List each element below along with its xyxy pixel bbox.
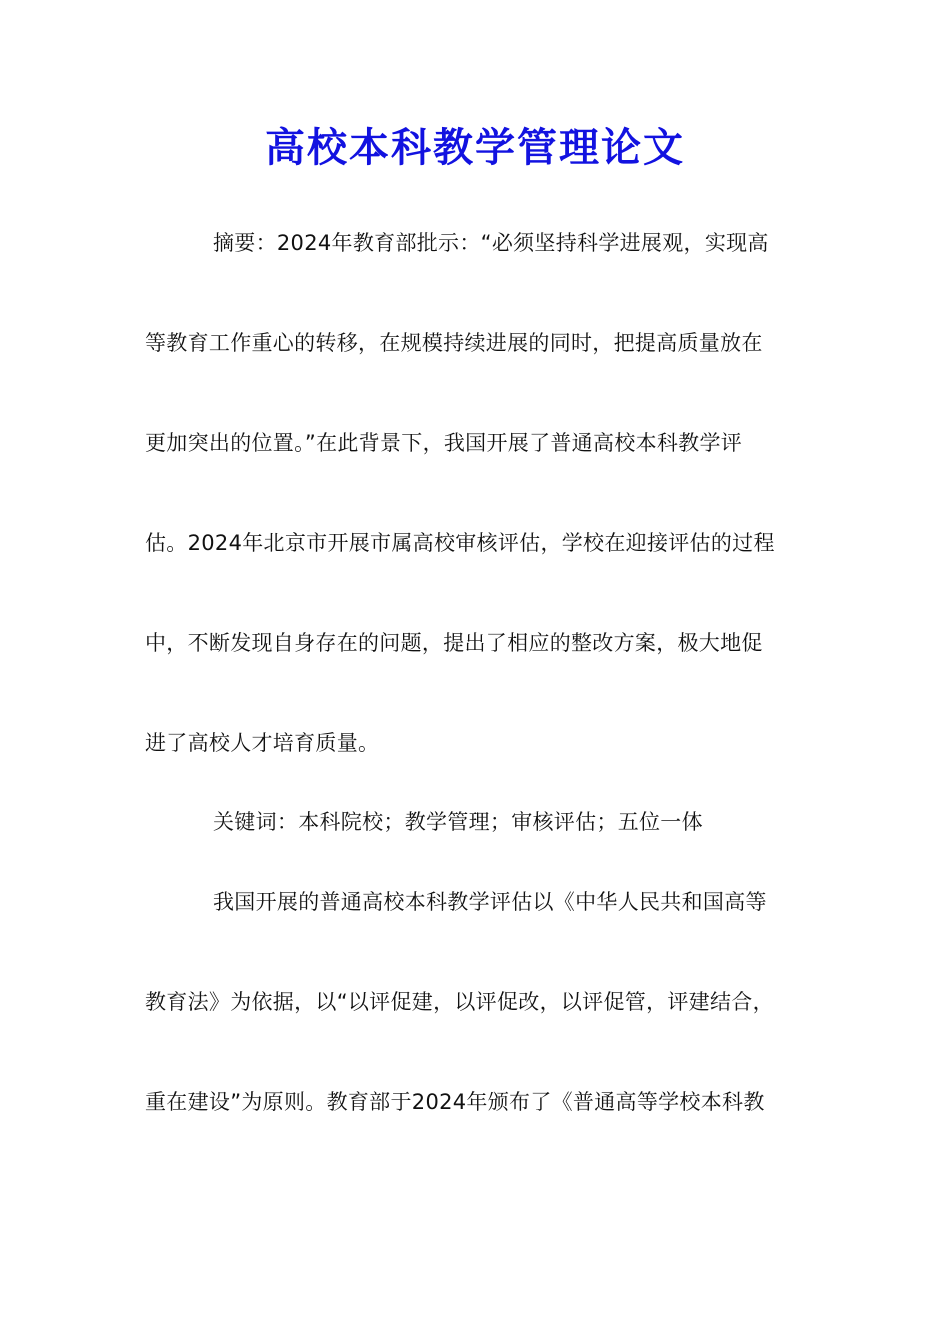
- abstract-line-1: 摘要：2024年教育部批示：“必须坚持科学进展观，实现高: [213, 231, 769, 255]
- abstract-line-2: 等教育工作重心的转移，在规模持续进展的同时，把提高质量放在: [145, 331, 763, 355]
- abstract-line-4: 估。2024年北京市开展市属高校审核评估，学校在迎接评估的过程: [145, 531, 775, 555]
- body-line-1: 我国开展的普通高校本科教学评估以《中华人民共和国高等: [213, 890, 767, 914]
- document-title: 高校本科教学管理论文: [265, 124, 685, 171]
- abstract-line-3: 更加突出的位置。”在此背景下，我国开展了普通高校本科教学评: [145, 431, 743, 455]
- abstract-line-5: 中，不断发现自身存在的问题，提出了相应的整改方案，极大地促: [145, 631, 763, 655]
- body-line-2: 教育法》为依据，以“以评促建，以评促改，以评促管，评建结合，: [145, 990, 774, 1014]
- abstract-line-6: 进了高校人才培育质量。: [145, 731, 380, 755]
- body-line-3: 重在建设”为原则。教育部于2024年颁布了《普通高等学校本科教: [145, 1090, 765, 1114]
- keywords-line: 关键词：本科院校；教学管理；审核评估；五位一体: [213, 810, 703, 834]
